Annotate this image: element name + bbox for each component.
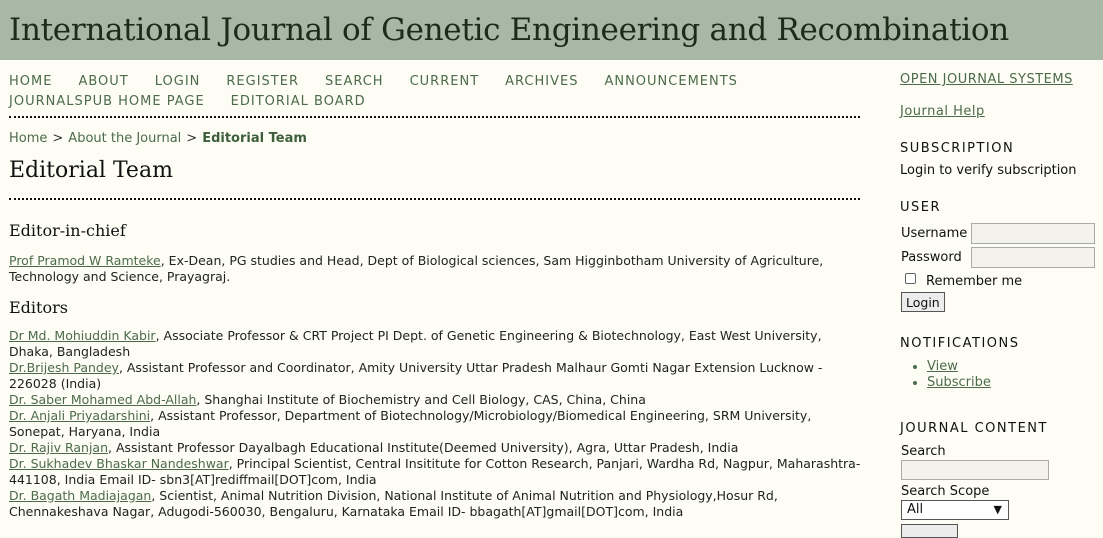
search-label: Search: [901, 444, 946, 459]
search-input[interactable]: [901, 460, 1049, 480]
nav-journalspub-home[interactable]: JOURNALSPUB HOME PAGE: [9, 94, 205, 109]
breadcrumb-separator: >: [52, 131, 64, 146]
notifications-heading: NOTIFICATIONS: [900, 336, 1020, 351]
ojs-link[interactable]: OPEN JOURNAL SYSTEMS: [900, 72, 1073, 87]
list-item: [9, 328, 869, 360]
notifications-view-link[interactable]: • View: [927, 359, 991, 375]
list-item: [9, 440, 869, 456]
editor-link[interactable]: Dr. Rajiv Ranjan: [9, 440, 108, 455]
editor-link[interactable]: Dr Md. Mohiuddin Kabir: [9, 328, 156, 343]
editor-description: , Scientist, Animal Nutrition Division, National Institute of Animal Nutrition and Physiology,Hosur Rd, Chennakeshava Nagar, Adugodi-560030, Bengaluru, Karnataka Email ID- bbagath[AT]gmail[DOT]com, India: [9, 488, 778, 519]
search-button[interactable]: [901, 524, 958, 538]
breadcrumb-separator: >: [186, 131, 198, 146]
journal-content-heading: JOURNAL CONTENT: [900, 421, 1048, 436]
search-scope-select[interactable]: [901, 500, 1009, 520]
nav-about[interactable]: ABOUT: [78, 74, 129, 89]
breadcrumb: [9, 131, 307, 146]
list-item: [9, 488, 869, 520]
nav-row-2: [9, 92, 869, 112]
editor-link[interactable]: Dr. Anjali Priyadarshini: [9, 408, 151, 423]
nav-register[interactable]: REGISTER: [226, 74, 299, 89]
editor-description: , Shanghai Institute of Biochemistry and Cell Biology, CAS, China, China: [196, 392, 646, 407]
password-label: Password: [901, 250, 962, 265]
nav-current[interactable]: CURRENT: [409, 74, 480, 89]
search-scope-label: Search Scope: [901, 484, 990, 499]
editor-in-chief-description: , Ex-Dean, PG studies and Head, Dept of Biological sciences, Sam Higginbotham University of Agriculture, Technology and Science, Prayagraj.: [9, 253, 824, 284]
notifications-list: [900, 359, 991, 391]
editor-link[interactable]: Dr. Sukhadev Bhaskar Nandeshwar: [9, 456, 229, 471]
editor-description: , Associate Professor & CRT Project PI Dept. of Genetic Engineering & Biotechnology, East West University, Dhaka, Bangladesh: [9, 328, 822, 359]
breadcrumb-about[interactable]: About the Journal: [68, 131, 182, 146]
journal-help-link[interactable]: Journal Help: [900, 104, 985, 119]
list-item: [9, 392, 869, 408]
editors-list: [9, 328, 869, 520]
nav-row-1: [9, 72, 869, 92]
subscription-heading: SUBSCRIPTION: [900, 141, 1015, 156]
editor-description: , Assistant Professor Dayalbagh Educational Institute(Deemed University), Agra, Uttar Pradesh, India: [108, 440, 739, 455]
list-item: [9, 456, 869, 488]
search-scope-value: All: [907, 502, 924, 517]
list-item: [9, 408, 869, 440]
editor-in-chief-link[interactable]: Prof Pramod W Ramteke: [9, 253, 161, 268]
nav-search[interactable]: SEARCH: [324, 74, 384, 89]
editor-description: , Assistant Professor and Coordinator, Amity University Uttar Pradesh Malhaur Gomti Nagar Extension Lucknow - 226028 (India): [9, 360, 823, 391]
user-heading: USER: [900, 200, 942, 215]
nav-home[interactable]: HOME: [9, 74, 53, 89]
username-input[interactable]: [971, 223, 1095, 244]
editor-link[interactable]: Dr.Brijesh Pandey: [9, 360, 119, 375]
divider: [9, 198, 860, 200]
breadcrumb-home[interactable]: Home: [9, 131, 48, 146]
username-label: Username: [901, 226, 968, 241]
editor-description: , Principal Scientist, Central Insititute for Cotton Research, Panjari, Wardha Rd, Nagpur, Maharashtra- 441108, India Email ID- sbn3[AT]rediffmail[DOT]com, India: [9, 456, 861, 487]
divider: [9, 116, 860, 118]
breadcrumb-current[interactable]: Editorial Team: [202, 131, 307, 146]
remember-me-label: Remember me: [926, 274, 1023, 289]
editor-description: , Assistant Professor, Department of Biotechnology/Microbiology/Biomedical Engineering, SRM University, Sonepat, Haryana, India: [9, 408, 812, 439]
site-header: [0, 0, 1103, 60]
notifications-subscribe-link[interactable]: • Subscribe: [927, 375, 991, 391]
nav-archives[interactable]: ARCHIVES: [505, 74, 579, 89]
journal-title: International Journal of Genetic Engineering and Recombination: [9, 12, 1009, 48]
editor-link[interactable]: Dr. Bagath Madiajagan: [9, 488, 152, 503]
remember-me-checkbox[interactable]: [905, 273, 916, 284]
list-item: [9, 360, 869, 392]
nav-announcements[interactable]: ANNOUNCEMENTS: [604, 74, 738, 89]
nav-editorial-board[interactable]: EDITORIAL BOARD: [230, 94, 366, 109]
editor-in-chief-entry: [9, 253, 869, 285]
editor-in-chief-heading: Editor-in-chief: [9, 221, 126, 240]
login-button[interactable]: Login: [901, 292, 945, 312]
main-nav: [9, 72, 869, 112]
subscription-text: Login to verify subscription: [900, 163, 1077, 178]
password-input[interactable]: [971, 247, 1095, 268]
nav-login[interactable]: LOGIN: [154, 74, 201, 89]
chevron-down-icon: ▼: [993, 503, 1002, 516]
editor-link[interactable]: Dr. Saber Mohamed Abd-Allah: [9, 392, 197, 407]
page-title: Editorial Team: [9, 158, 173, 183]
editors-heading: Editors: [9, 298, 68, 317]
